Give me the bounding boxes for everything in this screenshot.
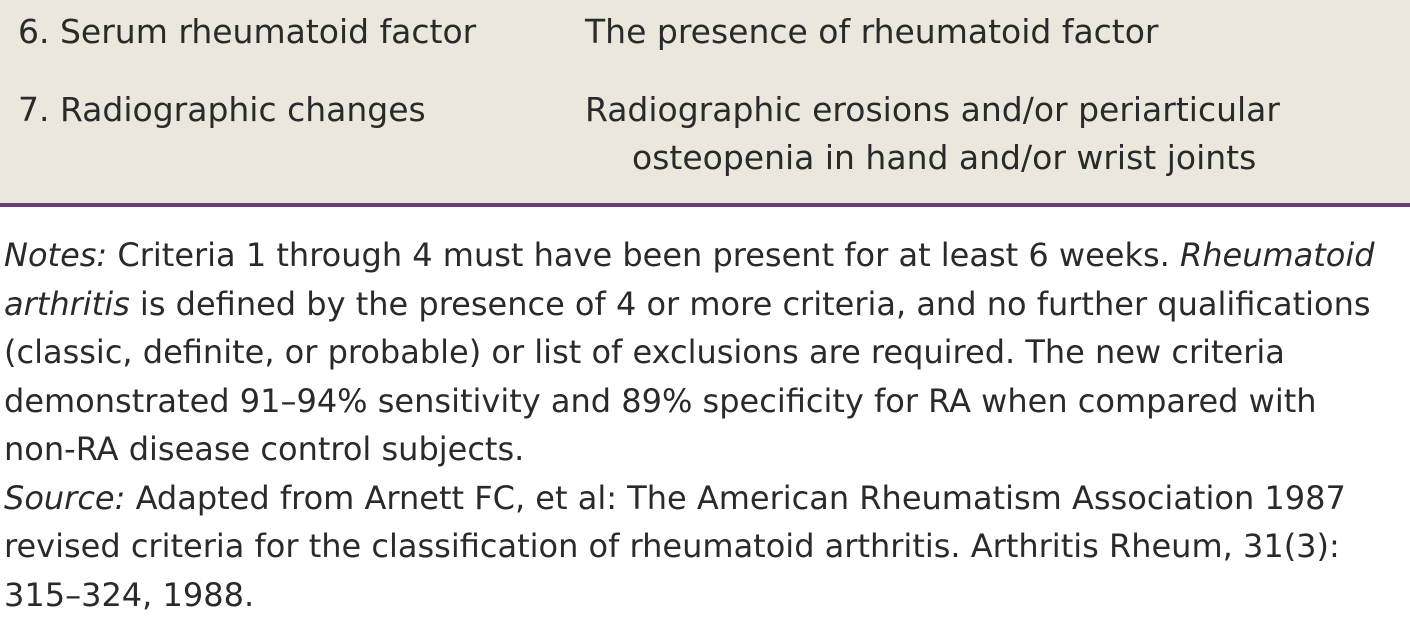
criterion-6: 6. Serum rheumatoid factor (18, 12, 477, 51)
table-bottom-rule (0, 203, 1410, 207)
notes-line-3: (classic, definite, or probable) or list of exclusions are required. The new criteria (4, 333, 1285, 371)
criteria-table (0, 0, 1410, 203)
notes-line-5: non-RA disease control subjects. (4, 430, 525, 468)
definition-6: The presence of rheumatoid factor (585, 12, 1159, 51)
notes-label: Notes: (4, 236, 108, 274)
notes-line-4: demonstrated 91–94% sensitivity and 89% specificity for RA when compared with (4, 381, 1317, 420)
source-line-2: revised criteria for the classification of rheumatoid arthritis. Arthritis Rheum, 31(3): (4, 527, 1340, 565)
definition-7-line-2: osteopenia in hand and/or wrist joints (632, 138, 1257, 177)
table-notes (4, 231, 1404, 619)
definition-7-line-1: Radiographic erosions and/or periarticular (585, 90, 1280, 129)
source-line-3: 315–324, 1988. (4, 575, 255, 614)
source-label: Source: (4, 478, 126, 517)
notes-term: Rheumatoid (1179, 236, 1375, 274)
source-line-1: Source: Adapted from Arnett FC, et al: The American Rheumatism Association 1987 (4, 478, 1346, 517)
notes-line-1: Notes: Criteria 1 through 4 must have been present for at least 6 weeks. Rheumatoid (4, 236, 1375, 274)
criterion-7: 7. Radiographic changes (18, 90, 426, 129)
notes-line-2: arthritis is defined by the presence of 4 or more criteria, and no further qualifications (4, 284, 1371, 323)
